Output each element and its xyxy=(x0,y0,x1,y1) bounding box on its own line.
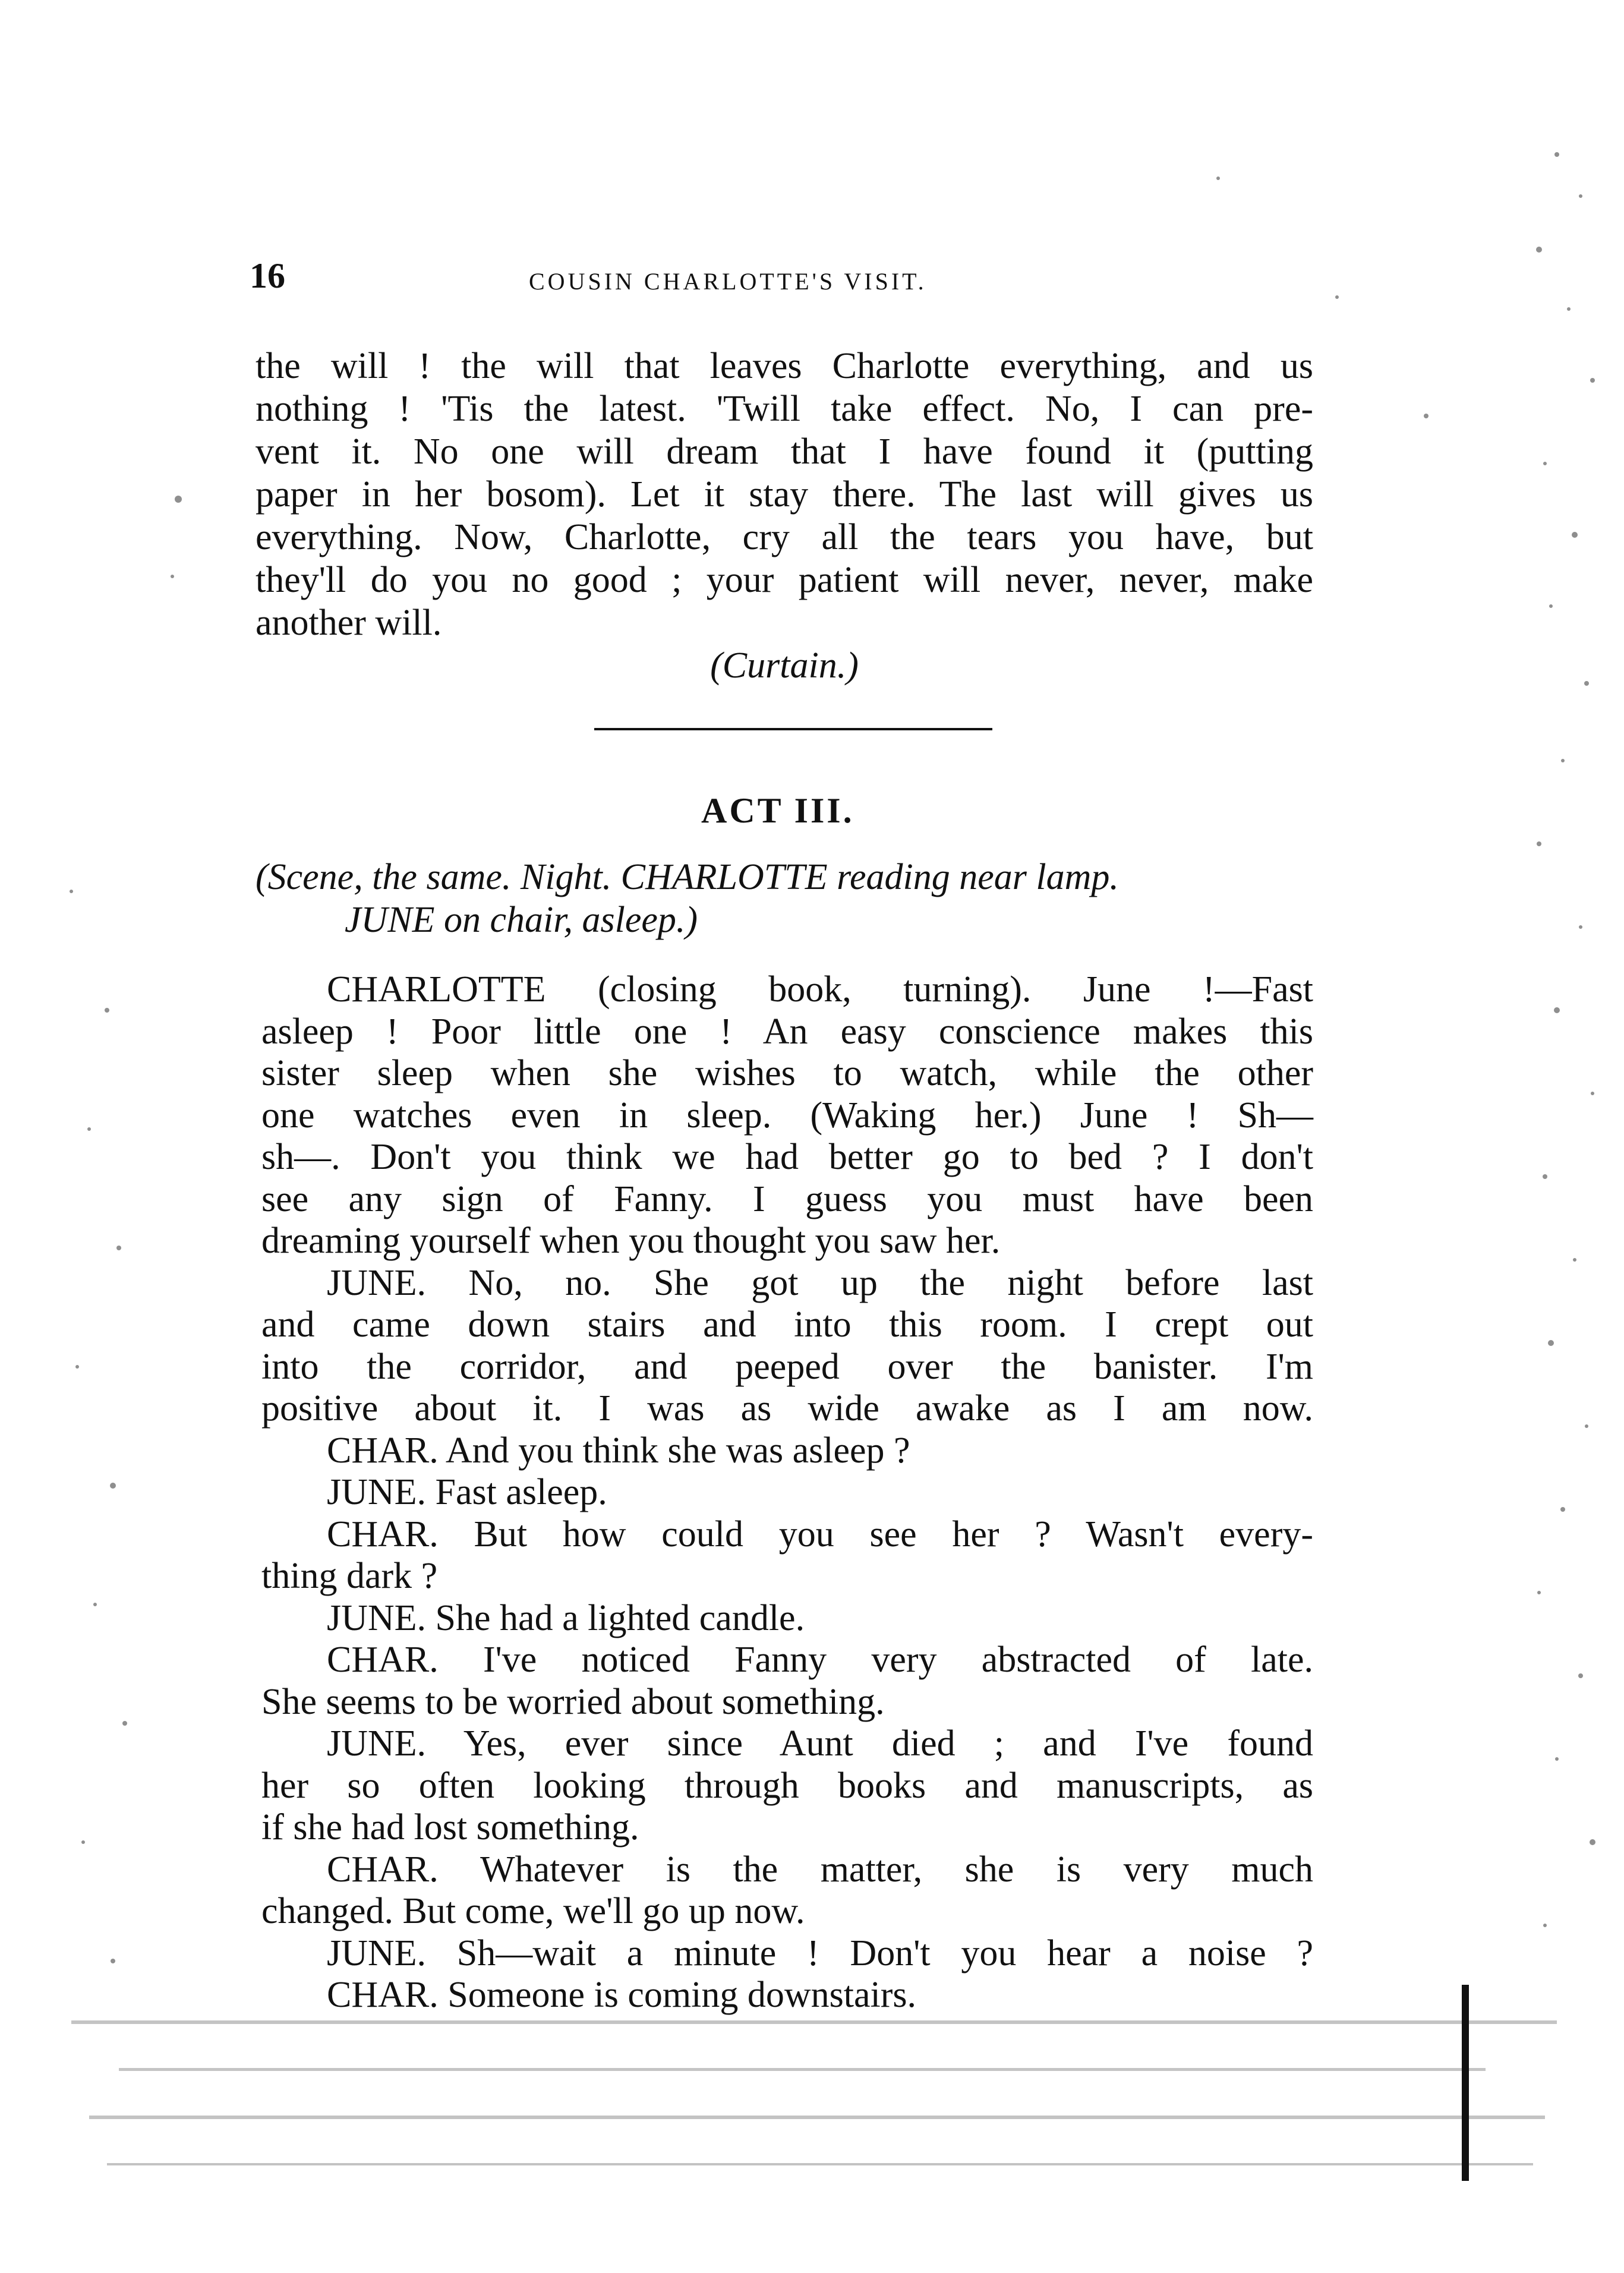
act-ii-closing-speech xyxy=(256,345,1313,687)
dialogue-line: She seems to be worried about something. xyxy=(261,1681,885,1722)
dialogue-line: see any sign of Fanny. I guess you must have been xyxy=(261,1178,1313,1219)
dialogue-line: JUNE. Sh—wait a minute ! Don't you hear a noise ? xyxy=(327,1932,1313,1973)
text-line: they'll do you no good ; your patient will never, never, make xyxy=(256,560,1313,600)
dialogue-line: CHAR. But how could you see her ? Wasn't every- xyxy=(327,1514,1313,1555)
text-line: nothing ! 'Tis the latest. 'Twill take effect. No, I can pre- xyxy=(256,389,1313,429)
dialogue-line: her so often looking through books and manuscripts, as xyxy=(261,1765,1313,1806)
dialogue-line: sh—. Don't you think we had better go to bed ? I don't xyxy=(261,1137,1313,1177)
dialogue-line: dreaming yourself when you thought you saw her. xyxy=(261,1221,1001,1261)
dialogue xyxy=(261,969,1313,2016)
section-divider xyxy=(594,728,992,730)
dialogue-line: CHAR. I've noticed Fanny very abstracted of late. xyxy=(327,1640,1313,1680)
dialogue-line: changed. But come, we'll go up now. xyxy=(261,1891,805,1931)
text-line: another will. xyxy=(256,603,442,643)
dialogue-line: asleep ! Poor little one ! An easy conscience makes this xyxy=(261,1011,1313,1052)
dialogue-line: CHAR. Whatever is the matter, she is very much xyxy=(327,1849,1313,1890)
dialogue-line: JUNE. Fast asleep. xyxy=(327,1472,607,1512)
scene-line: JUNE on chair, asleep.) xyxy=(345,900,698,940)
text-line: paper in her bosom). Let it stay there. The last will gives us xyxy=(256,474,1313,515)
dialogue-line: JUNE. She had a lighted candle. xyxy=(327,1597,805,1638)
text-line: the will ! the will that leaves Charlotte everything, and us xyxy=(256,346,1313,386)
text-line: vent it. No one will dream that I have found it (putting xyxy=(256,431,1313,472)
dialogue-line: one watches even in sleep. (Waking her.) June ! Sh— xyxy=(261,1095,1313,1136)
page-number: 16 xyxy=(250,256,285,295)
dialogue-line: positive about it. I was as wide awake as I am now. xyxy=(261,1388,1313,1429)
scene-direction xyxy=(256,856,1313,941)
text-line: everything. Now, Charlotte, cry all the tears you have, but xyxy=(256,517,1313,557)
page-header xyxy=(250,256,1319,309)
dialogue-line: JUNE. Yes, ever since Aunt died ; and I've found xyxy=(327,1723,1313,1764)
dialogue-line: JUNE. No, no. She got up the night before last xyxy=(327,1262,1313,1303)
dialogue-line: CHAR. And you think she was asleep ? xyxy=(327,1430,910,1471)
curtain-direction: (Curtain.) xyxy=(710,645,859,686)
dialogue-line: CHARLOTTE (closing book, turning). June !—Fast xyxy=(327,969,1313,1010)
dialogue-line: if she had lost something. xyxy=(261,1807,639,1848)
running-title: COUSIN CHARLOTTE'S VISIT. xyxy=(529,268,927,295)
dialogue-line: thing dark ? xyxy=(261,1556,438,1596)
scene-line: (Scene, the same. Night. CHARLOTTE reading near lamp. xyxy=(256,857,1119,897)
dialogue-line: and came down stairs and into this room. I crept out xyxy=(261,1304,1313,1345)
dialogue-line: sister sleep when she wishes to watch, while the other xyxy=(261,1053,1313,1093)
dialogue-line: into the corridor, and peeped over the banister. I'm xyxy=(261,1346,1313,1387)
dialogue-line: CHAR. Someone is coming downstairs. xyxy=(327,1975,916,2015)
act-heading: ACT III. xyxy=(701,791,854,830)
